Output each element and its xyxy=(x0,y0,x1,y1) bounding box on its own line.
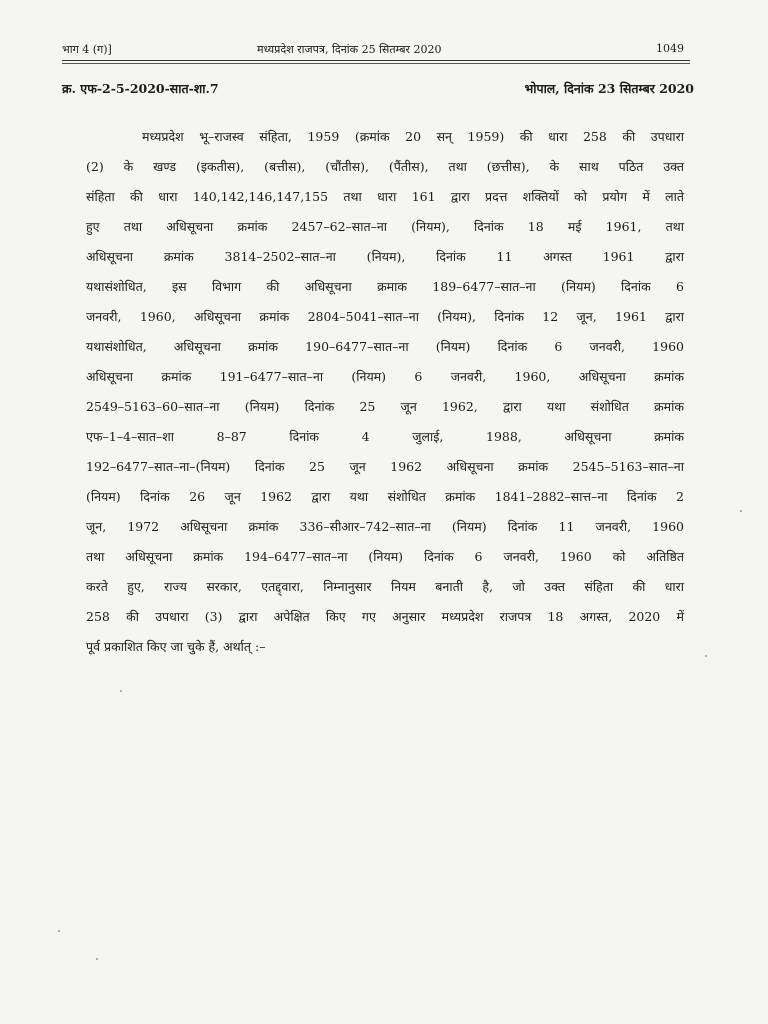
body-line: पूर्व प्रकाशित किए जा चुके हैं, अर्थात् :– xyxy=(86,639,266,654)
header-rule xyxy=(62,60,690,61)
body-line: संहिता की धारा 140,142,146,147,155 तथा धारा 161 द्वारा प्रदत्त शक्तियों को प्रयोग में लाते xyxy=(86,189,684,204)
header-section: भाग 4 (ग)] xyxy=(62,43,112,56)
body-line: एफ–1–4–सात–शा 8–87 दिनांक 4 जुलाई, 1988, अधिसूचना क्रमांक xyxy=(86,429,684,444)
body-line: तथा अधिसूचना क्रमांक 194–6477–सात–ना (नियम) दिनांक 6 जनवरी, 1960 को अतिष्ठित xyxy=(86,549,684,564)
body-line: 258 की उपधारा (3) द्वारा अपेक्षित किए गए अनुसार मध्यप्रदेश राजपत्र 18 अगस्त, 2020 में xyxy=(86,609,684,624)
body-line: जनवरी, 1960, अधिसूचना क्रमांक 2804–5041–सात–ना (नियम), दिनांक 12 जून, 1961 द्वारा xyxy=(86,309,684,324)
body-line: यथासंशोधित, इस विभाग की अधिसूचना क्रमाक 189–6477–सात–ना (नियम) दिनांक 6 xyxy=(86,279,684,294)
header-rule-thin xyxy=(62,63,690,64)
header-page-number: 1049 xyxy=(656,42,684,55)
body-line: हुए तथा अधिसूचना क्रमांक 2457–62–सात–ना (नियम), दिनांक 18 मई 1961, तथा xyxy=(86,219,684,234)
body-line: यथासंशोधित, अधिसूचना क्रमांक 190–6477–सात–ना (नियम) दिनांक 6 जनवरी, 1960 xyxy=(86,339,684,354)
body-line: (नियम) दिनांक 26 जून 1962 द्वारा यथा संशोधित क्रमांक 1841–2882–सात्त–ना दिनांक 2 xyxy=(86,489,684,504)
scan-speck xyxy=(120,690,122,692)
scan-speck xyxy=(96,958,98,960)
reference-number: क्र. एफ-2-5-2020-सात-शा.7 xyxy=(62,81,219,96)
body-line: (2) के खण्ड (इकतीस), (बत्तीस), (चौंतीस), (पैंतीस), तथा (छत्तीस), के साथ पठित उक्त xyxy=(86,159,684,174)
scan-speck xyxy=(740,510,742,512)
reference-place-date: भोपाल, दिनांक 23 सितम्बर 2020 xyxy=(524,81,694,96)
scan-speck xyxy=(58,930,60,932)
page-header xyxy=(62,38,690,62)
body-line: मध्यप्रदेश भू–राजस्व संहिता, 1959 (क्रमांक 20 सन् 1959) की धारा 258 की उपधारा xyxy=(142,129,684,144)
header-gazette-title: मध्यप्रदेश राजपत्र, दिनांक 25 सितम्बर 2020 xyxy=(257,43,442,56)
body-line: 192–6477–सात–ना–(नियम) दिनांक 25 जून 1962 अधिसूचना क्रमांक 2545–5163–सात–ना xyxy=(86,459,684,474)
body-line: जून, 1972 अधिसूचना क्रमांक 336–सीआर–742–सात–ना (नियम) दिनांक 11 जनवरी, 1960 xyxy=(86,519,684,534)
body-line: अधिसूचना क्रमांक 191–6477–सात–ना (नियम) 6 जनवरी, 1960, अधिसूचना क्रमांक xyxy=(86,369,684,384)
reference-line xyxy=(62,80,694,102)
body-line: अधिसूचना क्रमांक 3814–2502–सात–ना (नियम), दिनांक 11 अगस्त 1961 द्वारा xyxy=(86,249,684,264)
body-line: करते हुए, राज्य सरकार, एतद्द्वारा, निम्नानुसार नियम बनाती है, जो उक्त संहिता की धारा xyxy=(86,579,684,594)
notification-body xyxy=(86,122,684,662)
scan-speck xyxy=(705,655,707,657)
body-line: 2549–5163–60–सात–ना (नियम) दिनांक 25 जून 1962, द्वारा यथा संशोधित क्रमांक xyxy=(86,399,684,414)
